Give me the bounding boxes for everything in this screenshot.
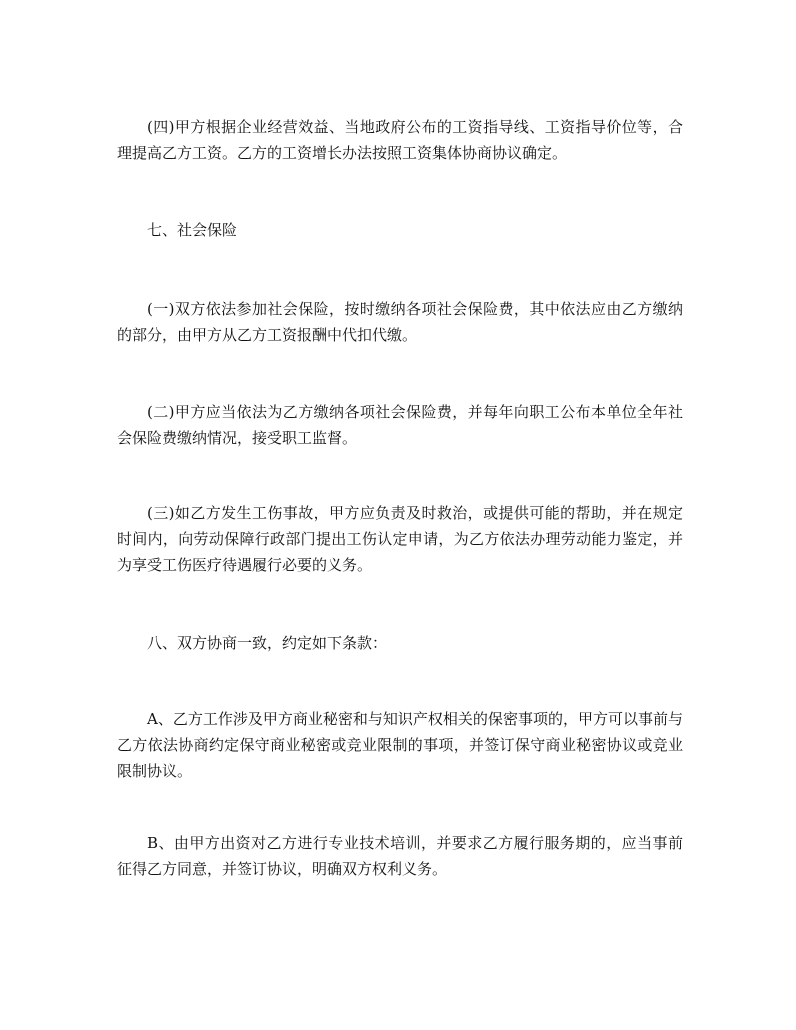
paragraph-trade-secrets: A、乙方工作涉及甲方商业秘密和与知识产权相关的保密事项的，甲方可以事前与乙方依法协商约定保守商业秘密或竞业限制的事项，并签订保守商业秘密协议或竞业限制协议。 xyxy=(117,710,683,780)
paragraph-wage-increase: (四)甲方根据企业经营效益、当地政府公布的工资指导线、工资指导价位等，合理提高乙方工资。乙方的工资增长办法按照工资集体协商协议确定。 xyxy=(117,118,683,162)
paragraph-insurance-payment: (二)甲方应当依法为乙方缴纳各项社会保险费，并每年向职工公布本单位全年社会保险费缴纳情况，接受职工监督。 xyxy=(117,403,683,447)
paragraph-work-injury: (三)如乙方发生工伤事故，甲方应负责及时救治，或提供可能的帮助，并在规定时间内，向劳动保障行政部门提出工伤认定申请，为乙方依法办理劳动能力鉴定，并为享受工伤医疗待遇履行必要的义务。 xyxy=(117,504,683,574)
section-heading-social-insurance: 七、社会保险 xyxy=(147,221,238,239)
section-heading-agreed-terms: 八、双方协商一致，约定如下条款： xyxy=(147,634,388,652)
paragraph-training-service: B、由甲方出资对乙方进行专业技术培训，并要求乙方履行服务期的，应当事前征得乙方同意，并签订协议，明确双方权利义务。 xyxy=(117,834,683,878)
paragraph-insurance-participation: (一)双方依法参加社会保险，按时缴纳各项社会保险费，其中依法应由乙方缴纳的部分，由甲方从乙方工资报酬中代扣代缴。 xyxy=(117,300,683,344)
